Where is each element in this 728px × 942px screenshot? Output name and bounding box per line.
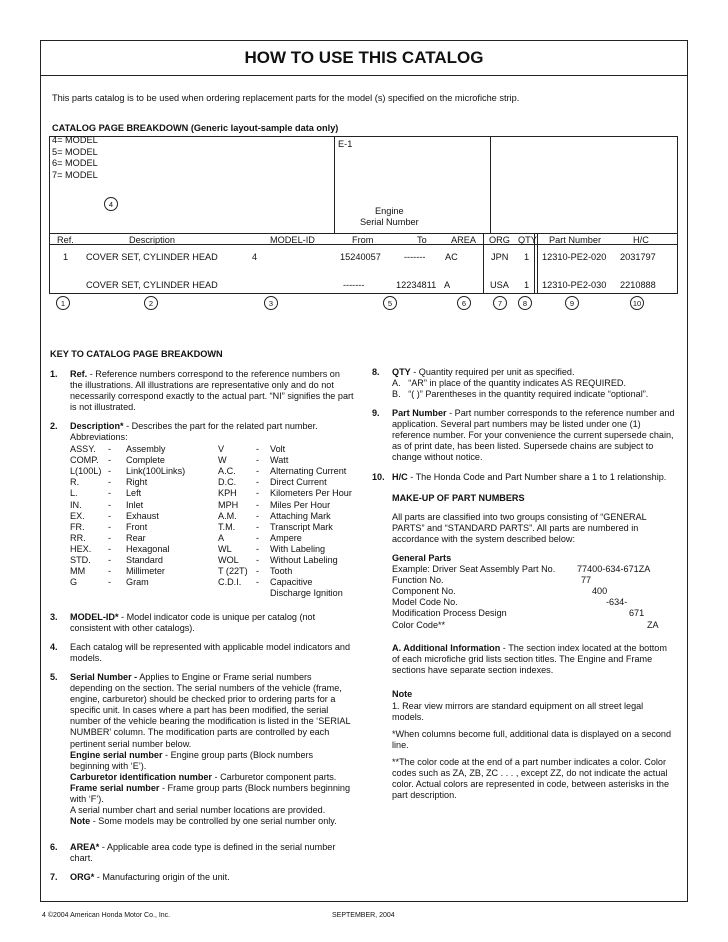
- item6-number: 6.: [50, 842, 58, 852]
- abbr-dash: -: [108, 499, 112, 510]
- abbr-dash: -: [256, 477, 260, 488]
- row1-area: AC: [445, 252, 458, 262]
- general-parts-label: Modification Process Design: [392, 608, 507, 619]
- item9-number: 9.: [372, 408, 380, 418]
- row1-qty: 1: [524, 252, 530, 262]
- marker-9: 9: [565, 296, 579, 310]
- abbr-dash: -: [256, 555, 260, 565]
- abbr-code: ASSY.: [70, 444, 96, 454]
- abbr-meaning: Attaching Mark: [270, 510, 331, 521]
- item6-text: AREA* - Applicable area code type is defined in the serial number chart.: [70, 842, 336, 864]
- footer-copyright: 4 ©2004 American Honda Motor Co., Inc.: [42, 912, 171, 919]
- general-parts-value: ZA: [647, 619, 659, 630]
- general-parts-value: -634-: [606, 597, 628, 608]
- general-parts-value: 671: [629, 608, 645, 619]
- abbr-meaning: Ampere: [270, 532, 302, 543]
- abbr-meaning: Millimeter: [126, 566, 165, 577]
- marker-5: 5: [383, 296, 397, 310]
- row1-model: 4: [252, 252, 258, 262]
- row1-ref: 1: [63, 252, 69, 262]
- col-from: From: [352, 235, 374, 245]
- marker-6: 6: [457, 296, 471, 310]
- abbr-meaning: Miles Per Hour: [270, 499, 331, 510]
- col-description: Description: [129, 235, 175, 245]
- model-line-4: 4= MODEL: [52, 135, 98, 145]
- abbr-meaning: Discharge Ignition: [270, 588, 343, 599]
- abbr-code: HEX.: [70, 543, 92, 554]
- col-to: To: [417, 235, 427, 245]
- abbr-meaning: Hexagonal: [126, 543, 170, 554]
- model-line-6: 6= MODEL: [52, 158, 98, 168]
- row2-desc: COVER SET, CYLINDER HEAD: [86, 280, 218, 290]
- intro-text: This parts catalog is to be used when ordering replacement parts for the model (s) specified on the microfiche strip.: [52, 93, 520, 103]
- general-parts-value: 400: [592, 586, 608, 597]
- makeup-heading: MAKE-UP OF PART NUMBERS: [392, 493, 525, 503]
- marker-7: 7: [493, 296, 507, 310]
- abbr-code: FR.: [70, 521, 85, 532]
- marker-2: 2: [144, 296, 158, 310]
- item9-text: Part Number - Part number corresponds to the reference number and application. Several part numbers may be listed under one (1) reference number. For your convenience the current supersede chain, as of print date, has been listed. Supersede chains are subject to change without notice.: [392, 408, 675, 463]
- row2-area: A: [444, 280, 451, 290]
- abbr-code: L(100L): [70, 466, 102, 477]
- item1-text: Ref. - Reference numbers correspond to the reference numbers on the illustrations. All illustrations are representative only and do not necessarily correspond exactly to the actual part. “NI” signifies the part is not illustrated.: [70, 369, 354, 413]
- abbr-meaning: Exhaust: [126, 510, 159, 521]
- col-org: ORG: [489, 235, 510, 245]
- model-line-5: 5= MODEL: [52, 147, 98, 157]
- serial-number-label: Serial Number: [360, 217, 419, 227]
- item7-text: ORG* - Manufacturing origin of the unit.: [70, 872, 230, 882]
- abbr-code: EX.: [70, 510, 85, 521]
- marker-4: 4: [104, 197, 118, 211]
- general-parts-label: Color Code**: [392, 619, 446, 630]
- note-heading: Note: [392, 689, 413, 699]
- abbr-meaning: Left: [126, 488, 142, 499]
- general-parts-heading: General Parts: [392, 553, 452, 563]
- col-area: AREA: [451, 235, 477, 245]
- abbr-dash: -: [108, 532, 112, 543]
- col-model-id: MODEL-ID: [270, 235, 315, 245]
- abbr-code: W: [218, 455, 227, 466]
- abbr-code: L.: [70, 488, 78, 499]
- abbr-meaning: Right: [126, 477, 148, 488]
- abbr-dash: -: [256, 521, 260, 532]
- key-heading: KEY TO CATALOG PAGE BREAKDOWN: [50, 349, 223, 359]
- abbr-code: MM: [70, 566, 86, 577]
- item4-number: 4.: [50, 642, 58, 652]
- abbr-dash: -: [108, 477, 112, 488]
- abbr-dash: -: [108, 466, 112, 477]
- abbr-meaning: With Labeling: [270, 543, 326, 554]
- makeup-text: All parts are classified into two groups consisting of “GENERAL PARTS” and “STANDARD PARTS”. All parts are numbered in accordance with the system described below:: [392, 512, 647, 545]
- abbr-code: WL: [218, 543, 232, 554]
- abbr-meaning: Alternating Current: [270, 466, 347, 477]
- abbr-meaning: Direct Current: [270, 477, 327, 488]
- abbr-dash: -: [256, 566, 260, 577]
- marker-3: 3: [264, 296, 278, 310]
- abbr-code: MPH: [218, 499, 239, 510]
- abbr-code: V: [218, 444, 225, 454]
- abbr-meaning: Link(100Links): [126, 466, 186, 477]
- footer-date: SEPTEMBER, 2004: [332, 912, 395, 919]
- abbr-dash: -: [108, 488, 112, 499]
- abbr-code: A.C.: [218, 466, 236, 477]
- abbr-dash: -: [256, 488, 260, 499]
- abbr-meaning: Tooth: [270, 566, 293, 577]
- abbr-dash: -: [108, 577, 112, 588]
- abbr-code: COMP.: [70, 455, 99, 466]
- row2-from: -------: [343, 280, 365, 290]
- row1-desc: COVER SET, CYLINDER HEAD: [86, 252, 218, 262]
- abbr-dash: -: [108, 455, 112, 466]
- abbr-meaning: Kilometers Per Hour: [270, 488, 352, 499]
- abbr-dash: -: [256, 455, 260, 466]
- abbr-dash: -: [256, 577, 260, 588]
- abbr-code: KPH: [218, 488, 237, 499]
- abbr-dash: -: [108, 566, 112, 577]
- abbr-dash: -: [108, 521, 112, 532]
- abbr-code: T (22T): [218, 566, 248, 577]
- general-parts-label: Function No.: [392, 575, 444, 586]
- note-2: *When columns become full, additional data is displayed on a second line.: [392, 729, 672, 751]
- item2-number: 2.: [50, 421, 58, 431]
- abbr-meaning: Complete: [126, 455, 165, 466]
- sample-heading: CATALOG PAGE BREAKDOWN (Generic layout-sample data only): [52, 123, 339, 133]
- col-part-number: Part Number: [549, 235, 602, 245]
- item10-text: H/C - The Honda Code and Part Number share a 1 to 1 relationship.: [392, 472, 667, 482]
- abbr-meaning: Assembly: [126, 444, 166, 454]
- marker-10: 10: [630, 296, 644, 310]
- abbr-meaning: Watt: [270, 455, 289, 466]
- abbr-code: R.: [70, 477, 80, 488]
- row2-to: 12234811: [396, 280, 437, 290]
- row2-part: 12310-PE2-030: [542, 280, 607, 290]
- col-qty: QTY: [518, 235, 537, 245]
- abbr-meaning: Without Labeling: [270, 555, 338, 565]
- abbr-code: STD.: [70, 555, 91, 565]
- abbr-meaning: Inlet: [126, 499, 144, 510]
- abbr-dash: -: [256, 510, 260, 521]
- row1-to: -------: [404, 252, 426, 262]
- abbr-dash: -: [108, 510, 112, 521]
- item8-number: 8.: [372, 367, 380, 377]
- row1-from: 15240057: [340, 252, 381, 262]
- abbr-dash: -: [256, 532, 260, 543]
- abbr-dash: -: [108, 444, 112, 454]
- general-parts-label: Component No.: [392, 586, 456, 597]
- col-ref: Ref.: [57, 235, 74, 245]
- note-3: **The color code at the end of a part number indicates a color. Color codes such as ZA, ZB, ZC . . . , except ZZ, do not indicate the actual color. Actual colors are represented in code, between asterisks in the part description.: [392, 757, 670, 801]
- abbr-code: RR.: [70, 532, 86, 543]
- col-hc: H/C: [633, 235, 649, 245]
- item10-number: 10.: [372, 472, 385, 482]
- abbr-meaning: Standard: [126, 555, 163, 565]
- abbr-meaning: Rear: [126, 532, 146, 543]
- abbr-code: D.C.: [218, 477, 237, 488]
- abbr-code: A.M.: [218, 510, 237, 521]
- abbr-dash: -: [108, 555, 112, 565]
- abbr-dash: -: [108, 543, 112, 554]
- abbr-code: C.D.I.: [218, 577, 242, 588]
- model-line-7: 7= MODEL: [52, 170, 98, 180]
- abbr-code: G: [70, 577, 78, 588]
- row2-hc: 2210888: [620, 280, 656, 290]
- general-parts-value: 77400-634-671ZA: [577, 564, 651, 574]
- abbr-dash: -: [256, 444, 260, 454]
- general-parts-label: Model Code No.: [392, 597, 458, 608]
- note-1: 1. Rear view mirrors are standard equipment on all street legal models.: [392, 701, 644, 723]
- abbr-meaning: Capacitive: [270, 577, 313, 588]
- marker-8: 8: [518, 296, 532, 310]
- marker-1: 1: [56, 296, 70, 310]
- abbr-code: IN.: [70, 499, 82, 510]
- abbr-code: A: [218, 532, 225, 543]
- engine-label: Engine: [375, 206, 404, 216]
- abbr-meaning: Transcript Mark: [270, 521, 333, 532]
- page-code: E-1: [338, 139, 353, 149]
- abbr-dash: -: [256, 499, 260, 510]
- row2-org: USA: [490, 280, 509, 290]
- general-parts-label: Example: Driver Seat Assembly Part No.: [392, 564, 556, 574]
- row1-part: 12310-PE2-020: [542, 252, 607, 262]
- page-title: HOW TO USE THIS CATALOG: [40, 40, 688, 76]
- abbr-meaning: Volt: [270, 444, 286, 454]
- item5-text: Serial Number - Applies to Engine or Frame serial numbers depending on the section. The serial numbers of the vehicle (frame, engine, carburetor) should be checked prior to ordering parts for a specific unit. In cases where a part has been modified, the serial number of the vehicle bearing the modification is listed in the ‘SERIAL NUMBER’ column. The modification parts are controlled by each pertinent serial number below. Engine serial number - Engine group parts (Block numbers beginning with ‘E’). Carburetor identification number - Carburetor component parts. Frame serial number - Frame group parts (Block numbers beginning with ‘F’). A serial number chart and serial number locations are provided. Note - Some models may be controlled by one serial number only.: [70, 672, 351, 827]
- row1-hc: 2031797: [620, 252, 656, 262]
- abbr-meaning: Front: [126, 521, 148, 532]
- row1-org: JPN: [491, 252, 509, 262]
- abbreviation-list: [70, 444, 354, 599]
- item7-number: 7.: [50, 872, 58, 882]
- general-parts-list: [392, 564, 676, 634]
- abbr-dash: -: [256, 543, 260, 554]
- item3-text: MODEL-ID* - Model indicator code is unique per catalog (not consistent with other catalogs).: [70, 612, 316, 634]
- item5-number: 5.: [50, 672, 58, 682]
- abbr-code: WOL: [218, 555, 239, 565]
- item2-text: Description* - Describes the part for the related part number. Abbreviations:: [70, 421, 318, 443]
- row2-qty: 1: [524, 280, 530, 290]
- item4-text: Each catalog will be represented with applicable model indicators and models.: [70, 642, 351, 664]
- abbr-code: T.M.: [218, 521, 236, 532]
- additional-info-text: A. Additional Information - The section index located at the bottom of each microfiche grid lists section titles. The Engine and Frame sections have separate section indexes.: [392, 643, 667, 676]
- general-parts-value: 77: [581, 575, 592, 586]
- item3-number: 3.: [50, 612, 58, 622]
- abbr-dash: -: [256, 466, 260, 477]
- item8-text: QTY - Quantity required per unit as specified. A. “AR” in place of the quantity indicates AS REQUIRED. B. “( )” Parentheses in the quantity required indicate “optional”.: [392, 367, 649, 400]
- abbr-meaning: Gram: [126, 577, 149, 588]
- item1-number: 1.: [50, 369, 58, 379]
